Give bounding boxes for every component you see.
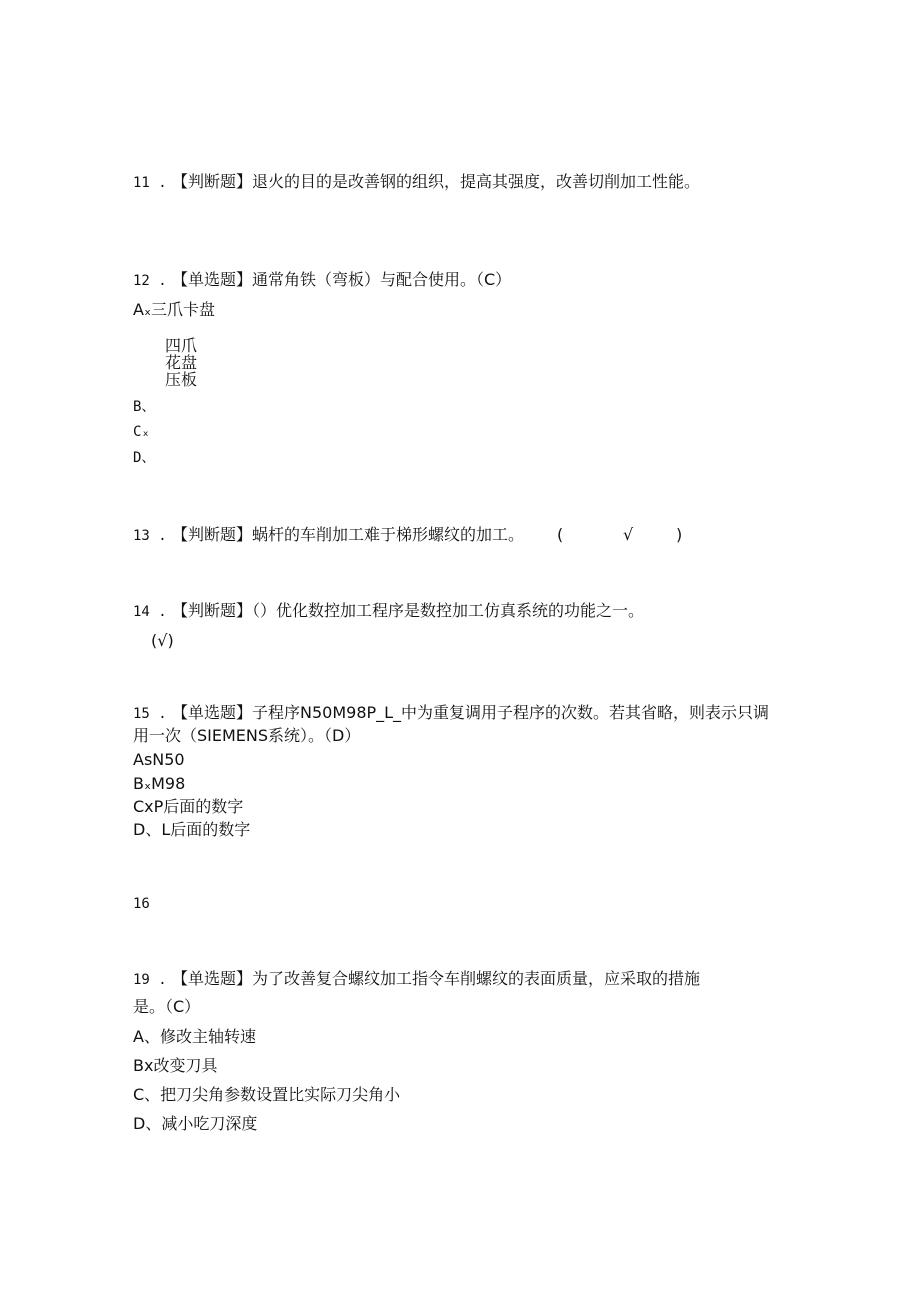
q12-floating-options: [165, 337, 197, 388]
q19-option-d: D、减小吃刀深度: [133, 1114, 258, 1133]
q13-text: 【判断题】蜗杆的车削加工难于梯形螺纹的加工。: [172, 525, 525, 544]
q11-number: 11 .: [133, 175, 167, 191]
q13-answer: √: [623, 525, 634, 544]
q14-answer: (√): [151, 631, 174, 650]
q12-floating-option: 花盘: [165, 353, 198, 372]
q15-option-a: AsN50: [133, 750, 185, 769]
q12-option-a: Aₓ三爪卡盘: [133, 300, 216, 319]
q13-close-paren: ): [676, 525, 683, 544]
q11-text: 【判断题】退火的目的是改善钢的组织，提高其强度，改善切削加工性能。: [172, 172, 701, 191]
q13-open-paren: (: [557, 525, 564, 544]
q12-number: 12 .: [133, 273, 167, 289]
q12-option-c-label: Cₓ: [133, 424, 150, 440]
q15-line2: 用一次（SIEMENS系统）。（D）: [133, 726, 361, 745]
q19-option-a: A、修改主轴转速: [133, 1027, 256, 1046]
q19-number: 19 .: [133, 972, 167, 988]
q15-option-c: CxP后面的数字: [133, 797, 244, 816]
q14-number: 14 .: [133, 604, 167, 620]
q19-line1: 【单选题】为了改善复合螺纹加工指令车削螺纹的表面质量，应采取的措施: [172, 969, 701, 988]
q19-line2: 是。（C）: [133, 997, 201, 1016]
q14-text: 【判断题】（）优化数控加工程序是数控加工仿真系统的功能之一。: [172, 601, 645, 620]
q12-floating-option: 四爪: [165, 336, 198, 355]
q15-option-d: D、L后面的数字: [133, 820, 251, 839]
q15-number: 15 .: [133, 706, 167, 722]
q19-option-c: C、把刀尖角参数设置比实际刀尖角小: [133, 1085, 401, 1104]
q12-option-b-label: B、: [133, 399, 156, 415]
q13-number: 13 .: [133, 528, 167, 544]
q12-option-d-label: D、: [133, 450, 156, 466]
q15-line1: 【单选题】子程序N50M98P_L_中为重复调用子程序的次数。若其省略，则表示只调: [172, 703, 770, 722]
q12-floating-option: 压板: [165, 370, 198, 389]
q12-text: 【单选题】通常角铁（弯板）与配合使用。（C）: [172, 270, 512, 289]
q15-option-b: BₓM98: [133, 774, 186, 793]
q19-option-b: Bx改变刀具: [133, 1056, 218, 1075]
q16-number: 16: [133, 896, 150, 912]
